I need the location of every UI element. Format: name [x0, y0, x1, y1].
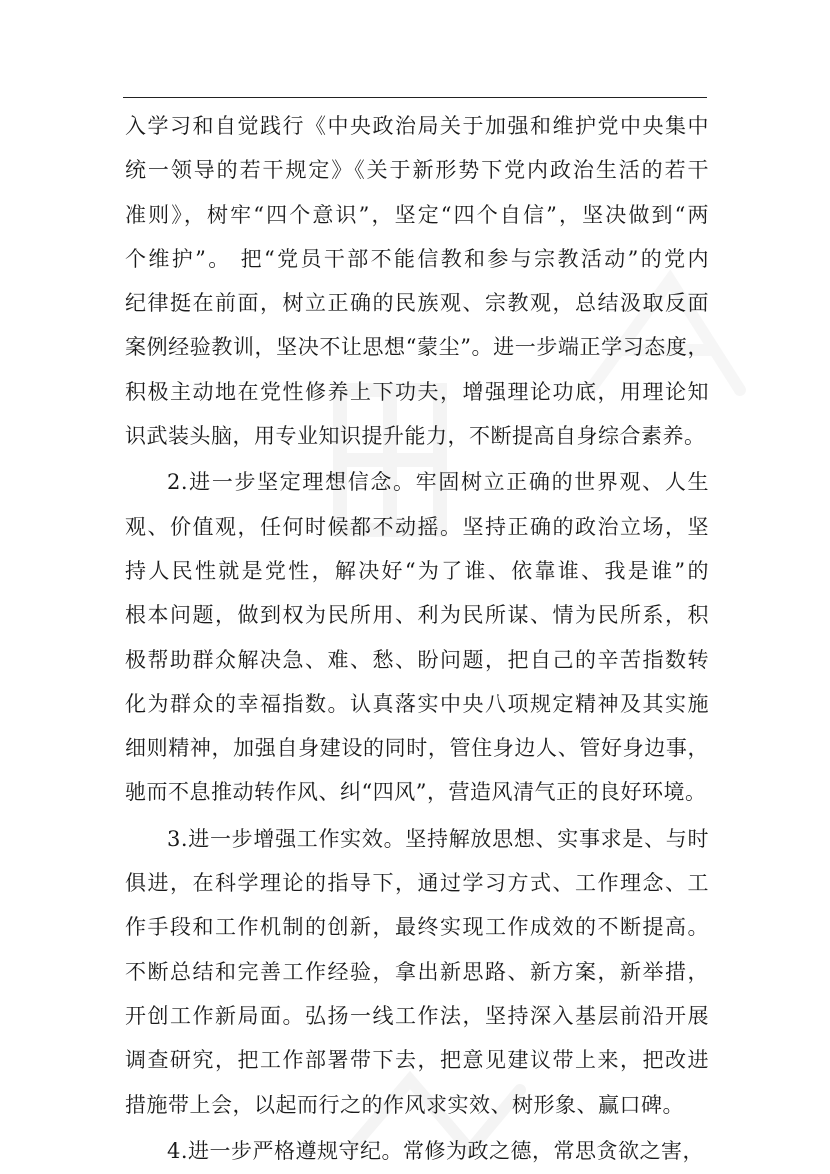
paragraph-line: 持人民性就是党性，解决好“为了谁、依靠谁、我是谁”的: [125, 558, 709, 583]
header-rule: [123, 97, 707, 98]
paragraph-line: 纪律挺在前面，树立正确的民族观、宗教观，总结汲取反面: [125, 291, 709, 316]
paragraph-line: 识武装头脑，用专业知识提升能力，不断提高自身综合素养。: [125, 424, 706, 449]
paragraph-line: 措施带上会，以起而行之的作风求实效、树形象、赢口碑。: [125, 1092, 684, 1117]
paragraph-line: 开创工作新局面。弘扬一线工作法，坚持深入基层前沿开展: [125, 1003, 709, 1028]
body-text: [125, 104, 709, 1173]
paragraph-line: 调查研究，把工作部署带下去，把意见建议带上来，把改进: [125, 1048, 709, 1073]
paragraph-line: 3.进一步增强工作实效。坚持解放思想、实事求是、与时: [167, 826, 709, 851]
paragraph-line: 2.进一步坚定理想信念。牢固树立正确的世界观、人生: [167, 470, 709, 495]
paragraph-line: 入学习和自觉践行《中央政治局关于加强和维护党中央集中: [125, 114, 709, 138]
paragraph-line: 积极主动地在党性修养上下功夫，增强理论功底，用理论知: [125, 379, 709, 404]
paragraph-line: 4.进一步严格遵规守纪。常修为政之德，常思贪欲之害，: [167, 1138, 705, 1163]
paragraph-line: 极帮助群众解决急、难、愁、盼问题，把自己的辛苦指数转: [125, 647, 709, 672]
paragraph-line: 个维护”。 把“党员干部不能信教和参与宗教活动”的党内: [125, 246, 709, 271]
paragraph-line: 观、价值观，任何时候都不动摇。坚持正确的政治立场，坚: [125, 514, 709, 539]
paragraph-line: 根本问题，做到权为民所用、利为民所谋、情为民所系，积: [125, 603, 709, 628]
paragraph-line: 驰而不息推动转作风、纠“四风”，营造风清气正的良好环境。: [125, 780, 707, 805]
paragraph-line: 案例经验教训，坚决不让思想“蒙尘”。进一步端正学习态度，: [125, 335, 709, 360]
paragraph-line: 俱进，在科学理论的指导下，通过学习方式、工作理念、工: [125, 871, 709, 896]
paragraph-line: 统一领导的若干规定》《关于新形势下党内政治生活的若干: [125, 158, 709, 183]
paragraph-line: 细则精神，加强自身建设的同时，管住身边人、管好身边事，: [125, 736, 709, 761]
paragraph-line: 准则》，树牢“四个意识”，坚定“四个自信”，坚决做到“两: [125, 202, 709, 227]
paragraph-line: 作手段和工作机制的创新，最终实现工作成效的不断提高。: [125, 915, 709, 940]
paragraph-line: 化为群众的幸福指数。认真落实中央八项规定精神及其实施: [125, 691, 709, 716]
paragraph-line: 不断总结和完善工作经验，拿出新思路、新方案，新举措，: [125, 959, 709, 984]
